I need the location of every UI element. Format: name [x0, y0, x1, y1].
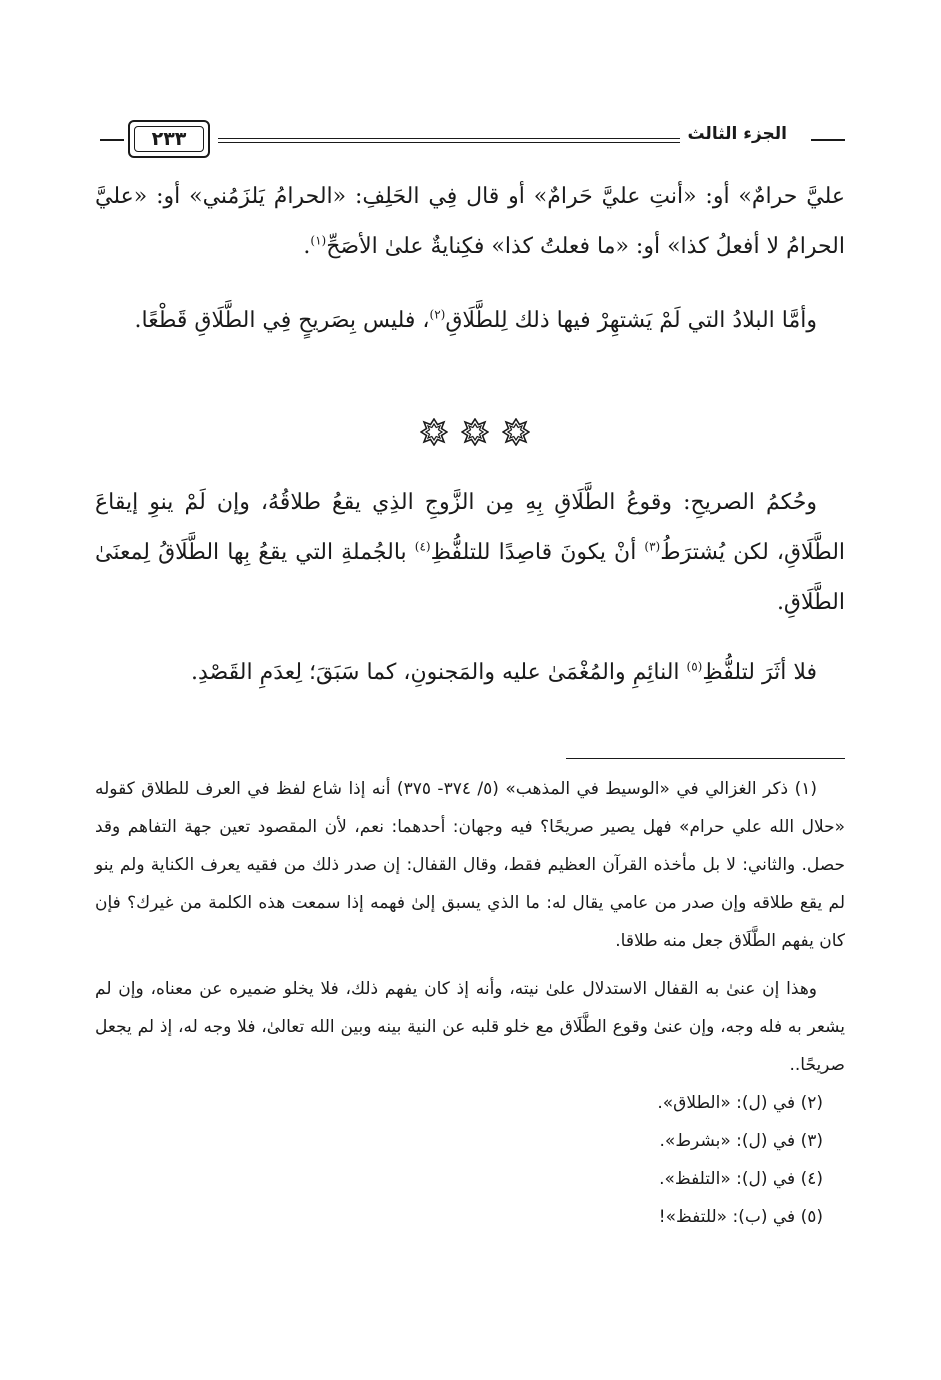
footnote-2: (٢) في (ل): «الطلاق».: [657, 1093, 823, 1113]
running-title: الجزء الثالث: [687, 124, 787, 144]
footnote-ref-1: (١): [310, 233, 327, 248]
page-header: [100, 118, 845, 158]
paragraph-1: [95, 172, 845, 272]
paragraph-4: [95, 648, 845, 698]
paragraph-1-text: عليَّ حرامٌ» أو: «أنتِ عليَّ حَرامٌ» أو قال فِي الحَلِفِ: «الحرامُ يَلزَمُني» أو: «عليَّ الحرامُ لا أفعلُ كذا» أو: «ما فعلتُ كذا» فكِنايةٌ علىٰ الأصَحِّ: [95, 184, 845, 259]
page-number: ٢٣٣: [134, 126, 204, 152]
footnote-1-continued: وهذا إن عنىٰ به القفال الاستدلال علىٰ نيته، وأنه إذ كان يفهم ذلك، فلا يخلو ضميره عن معناه، وإن لم يشعر به فله وجه، وإن عنىٰ وقوع الطَّلَاق مع خلو قلبه عن النية بينه وبين الله تعالىٰ، فلا وجه له، إذ لم يجعل صريحًا..: [95, 979, 845, 1075]
paragraph-1-end: .: [303, 234, 311, 259]
paragraph-2: [95, 296, 845, 346]
star-ornament-icon: [420, 418, 448, 446]
footnote-1: (١) ذكر الغزالي في «الوسيط في المذهب» (٥/ ٣٧٤- ٣٧٥) أنه إذا شاع لفظ في العرف للطلاق كقوله «حلال الله علي حرام» فهل يصير صريحًا؟ فيه وجهان: أحدهما: نعم، لأن المقصود تعين جهة التفاهم وقد حصل. والثاني: لا بل مأخذه القرآن العظيم فقط، وقال القفال: إن صدر ذلك من فقيه يعرف الكناية ولم ينو لم يقع طلاقه وإن صدر من عامي يقال له: ما الذي يسبق إلىٰ فهمه إذا سمعت هذه الكلمة من غيرك؟ فإن كان يفهم الطَّلَاق جعل منه طلاقا.: [95, 779, 845, 951]
header-dash-right: [811, 139, 845, 141]
header-rule: [218, 138, 680, 143]
paragraph-2-text-a: وأمَّا البلادُ التي لَمْ يَشتهِرْ فيها ذلك لِلطَّلَاقِ: [445, 308, 817, 333]
footnote-ref-4: (٤): [414, 539, 431, 554]
paragraph-2-text-b: ، فليس بِصَريحٍ فِي الطَّلَاقِ قَطْعًا.: [134, 308, 430, 333]
paragraph-3: [95, 478, 845, 628]
footnote-separator: [566, 758, 845, 759]
paragraph-3-text-a: وحُكمُ الصريحِ: وقوعُ الطَّلَاقِ بِهِ مِن الزَّوجِ الذِي يقعُ طلاقُهُ، وإن لَمْ ينوِ إيقاعَ الطَّلَاقِ، لكن يُشترَطُ: [95, 490, 846, 565]
paragraph-4-text-b: النائِمِ والمُغْمَىٰ عليه والمَجنونِ، كما سَبَقَ؛ لِعدَمِ القَصْدِ.: [191, 660, 687, 685]
footnote-ref-5: (٥): [686, 659, 703, 674]
paragraph-3-text-b: أنْ يكونَ قاصِدًا للتلفُّظِ: [430, 540, 645, 565]
header-dash-left: [100, 139, 124, 141]
star-ornament-icon: [461, 418, 489, 446]
footnote-5: (٥) في (ب): «للتفظ»!: [658, 1207, 823, 1227]
footnotes: [95, 770, 845, 1236]
page-number-frame: [128, 120, 210, 158]
star-ornament-icon: [502, 418, 530, 446]
footnote-4: (٤) في (ل): «التلفظ».: [659, 1169, 823, 1189]
section-ornament: [420, 418, 530, 448]
footnote-3: (٣) في (ل): «بشرط».: [659, 1131, 823, 1151]
footnote-ref-2: (٢): [429, 307, 446, 322]
paragraph-4-text-a: فلا أثَرَ لتلفُّظِ: [702, 660, 817, 685]
paragraph-3-text-c: بالجُملةِ التي يقعُ بِها الطَّلَاقُ لِمعنَىٰ الطَّلَاقِ.: [95, 540, 845, 615]
footnote-ref-3: (٣): [644, 539, 661, 554]
